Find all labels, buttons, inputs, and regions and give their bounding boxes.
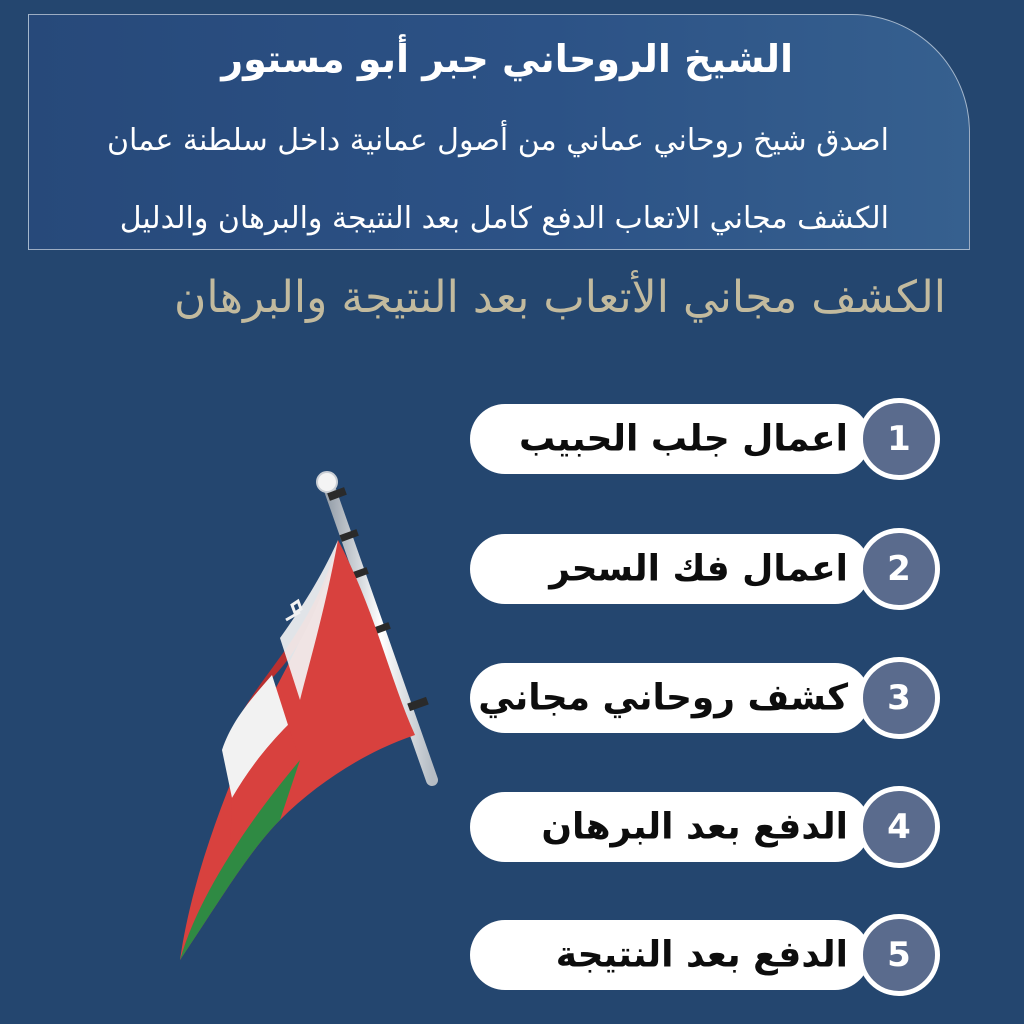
header-line-1: اصدق شيخ روحاني عماني من أصول عمانية داخل سلطنة عمان [106, 123, 889, 158]
item-number-badge: 1 [858, 398, 940, 480]
item-number-badge: 3 [858, 657, 940, 739]
item-pill [470, 663, 870, 733]
flag-cloth [180, 540, 415, 960]
oman-flag-image [160, 460, 460, 980]
list-item [470, 657, 950, 739]
subtitle: الكشف مجاني الأتعاب بعد النتيجة والبرهان [174, 272, 946, 323]
item-pill [470, 920, 870, 990]
item-number-badge: 2 [858, 528, 940, 610]
header-title: الشيخ الروحاني جبر أبو مستور [221, 37, 793, 81]
item-pill [470, 404, 870, 474]
item-label: الدفع بعد النتيجة [555, 934, 848, 976]
item-number-badge: 5 [858, 914, 940, 996]
item-label: كشف روحاني مجاني [478, 677, 848, 719]
header-line-2: الكشف مجاني الاتعاب الدفع كامل بعد النتيجة والبرهان والدليل [119, 201, 889, 236]
header-box [28, 14, 970, 250]
list-item [470, 786, 950, 868]
item-pill [470, 534, 870, 604]
list-item [470, 914, 950, 996]
item-label: اعمال جلب الحبيب [519, 418, 848, 460]
list-item [470, 398, 950, 480]
list-item [470, 528, 950, 610]
item-number-badge: 4 [858, 786, 940, 868]
item-pill [470, 792, 870, 862]
item-label: الدفع بعد البرهان [541, 806, 848, 848]
item-label: اعمال فك السحر [549, 548, 848, 590]
